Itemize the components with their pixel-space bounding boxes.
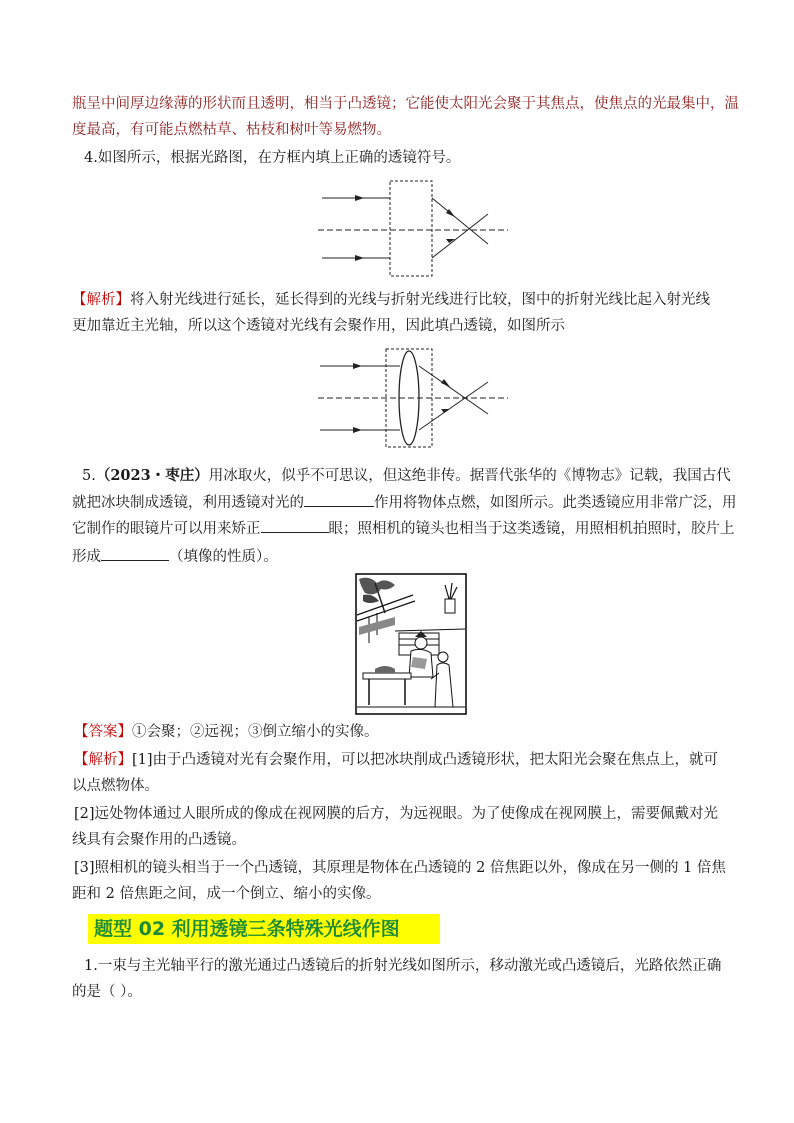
question-1-line-1: 1.一束与主光轴平行的激光通过凸透镜后的折射光线如图所示，移动激光或凸透镜后，光路依然正确 bbox=[84, 958, 722, 974]
section-heading: 题型 02 利用透镜三条特殊光线作图 bbox=[88, 914, 440, 944]
question-1-line-2: 的是（ ）。 bbox=[72, 984, 142, 1000]
answer-text: ①会聚；②远视；③倒立缩小的实像。 bbox=[132, 724, 379, 740]
question-5-text: 用冰取火，似乎不可思议，但这绝非传。据晋代张华的《博物志》记载，我国古代 bbox=[208, 468, 731, 484]
answer-blank-2[interactable] bbox=[261, 518, 329, 533]
question-5-line-1 bbox=[82, 466, 731, 486]
question-5-analysis-1-cont: 以点燃物体。 bbox=[72, 778, 159, 794]
analysis-label: 【解析】 bbox=[72, 292, 130, 308]
question-5-number: 5. bbox=[82, 468, 96, 484]
question-5-analysis-1 bbox=[74, 750, 718, 770]
question-5-analysis-3-cont: 距和 2 倍焦距之间，成一个倒立、缩小的实像。 bbox=[72, 886, 381, 902]
question-5-analysis-2: [2]远处物体通过人眼所成的像成在视网膜的后方，为远视眼。为了使像成在视网膜上，需要佩戴对光 bbox=[74, 806, 719, 822]
answer-blank-3[interactable] bbox=[101, 546, 169, 561]
text-segment: 就把冰块制成透镜，利用透镜对光的 bbox=[72, 495, 304, 511]
analysis-text: [1]由于凸透镜对光有会聚作用，可以把冰块削成凸透镜形状，把太阳光会聚在焦点上，就可 bbox=[132, 752, 719, 768]
question-5-line-4 bbox=[72, 546, 278, 567]
question-5-line-2 bbox=[72, 492, 737, 513]
question-4-analysis-line-1 bbox=[72, 290, 710, 310]
intro-line-1: 瓶呈中间厚边缘薄的形状而且透明，相当于凸透镜；它能使太阳光会聚于其焦点，使焦点的光最集中，温 bbox=[72, 96, 739, 112]
intro-line-2: 度最高，有可能点燃枯草、枯枝和树叶等易燃物。 bbox=[72, 122, 391, 138]
ancient-ice-lens-illustration bbox=[355, 573, 467, 715]
question-5-answer bbox=[74, 722, 379, 742]
question-4-answer-diagram bbox=[310, 344, 510, 450]
answer-label: 【答案】 bbox=[74, 724, 132, 740]
question-5-line-3 bbox=[72, 518, 735, 539]
answer-blank-1[interactable] bbox=[304, 492, 374, 507]
question-5-analysis-3: [3]照相机的镜头相当于一个凸透镜，其原理是物体在凸透镜的 2 倍焦距以外，像成在另一侧的 1 倍焦 bbox=[74, 860, 726, 876]
question-4-diagram bbox=[310, 176, 510, 282]
question-4-text: 4.如图所示，根据光路图，在方框内填上正确的透镜符号。 bbox=[84, 150, 461, 166]
text-segment: 形成 bbox=[72, 549, 101, 565]
text-segment: 它制作的眼镜片可以用来矫正 bbox=[72, 521, 261, 537]
text-segment: （填像的性质）。 bbox=[169, 549, 278, 565]
analysis-text: 将入射光线进行延长，延长得到的光线与折射光线进行比较，图中的折射光线比起入射光线 bbox=[130, 292, 710, 308]
question-5-source: （2023・枣庄） bbox=[95, 467, 209, 484]
question-5-analysis-2-cont: 线具有会聚作用的凸透镜。 bbox=[72, 832, 246, 848]
analysis-label: 【解析】 bbox=[74, 752, 132, 768]
text-segment: 作用将物体点燃，如图所示。此类透镜应用非常广泛，用 bbox=[374, 495, 737, 511]
question-4-analysis-line-2: 更加靠近主光轴，所以这个透镜对光线有会聚作用，因此填凸透镜，如图所示 bbox=[72, 318, 565, 334]
text-segment: 眼；照相机的镜头也相当于这类透镜，用照相机拍照时，胶片上 bbox=[328, 521, 735, 537]
